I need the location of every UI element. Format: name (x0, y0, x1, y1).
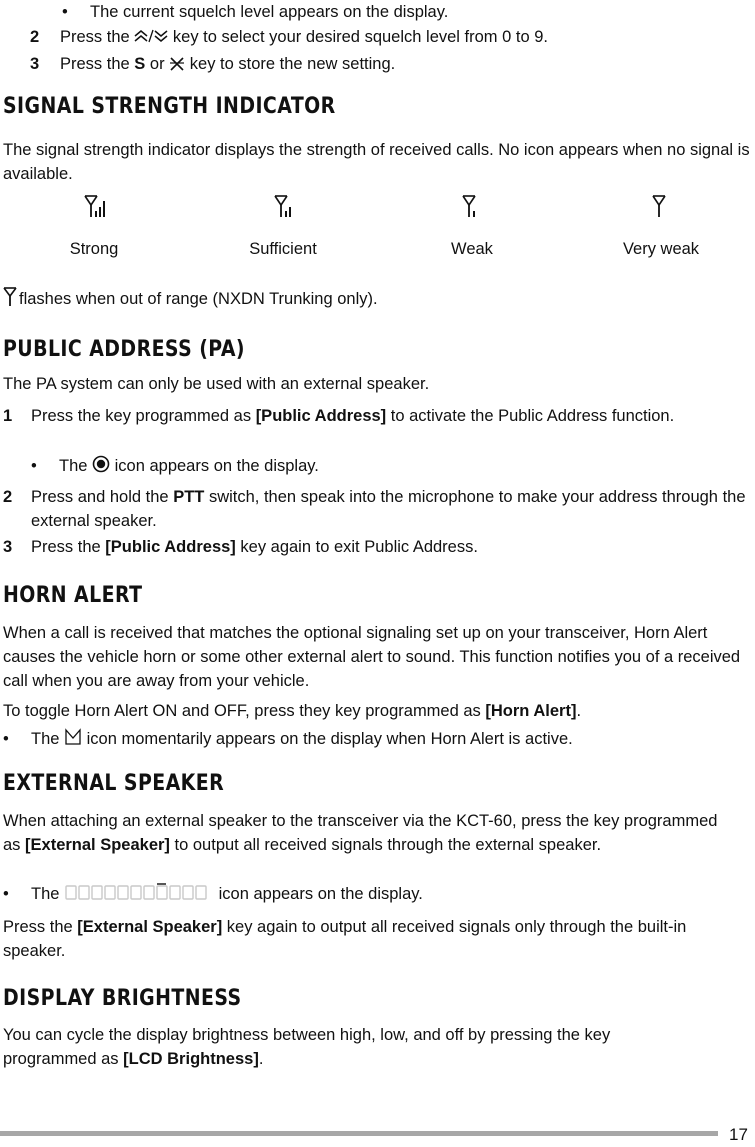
squelch-step-3 (60, 52, 395, 76)
bullet-text: icon appears on the display. (218, 885, 423, 903)
segment-display-icon (64, 883, 214, 901)
paragraph-text: Press the (3, 918, 73, 936)
page-number: 17 (729, 1125, 748, 1144)
pa-bullet (59, 454, 319, 478)
step-text: Press the (31, 538, 101, 556)
paragraph-text: to output all received signals through the external speaker. (174, 836, 602, 854)
squelch-key-icon (169, 55, 185, 71)
pa-step-2 (31, 485, 751, 533)
key-label: [External Speaker] (77, 918, 223, 936)
bullet-dot: • (3, 730, 9, 748)
paragraph-text: You can cycle the display brightness between high, low, and off by pressing the key programmed as (3, 1026, 611, 1068)
step-number: 2 (3, 488, 13, 506)
step-number: 2 (30, 28, 40, 46)
paragraph-text: When attaching an external speaker to the transceiver via the KCT-60, press the key programmed as (3, 812, 718, 854)
key-label: PTT (173, 488, 205, 506)
bullet-dot: • (31, 457, 37, 475)
step-text: Press the (60, 55, 130, 73)
horn-bullet (31, 727, 573, 751)
step-text: Press the (60, 28, 130, 46)
up-down-key-icon (134, 28, 168, 44)
paragraph-text: . (258, 1050, 264, 1068)
signal-label-very-weak: Very weak (622, 240, 700, 258)
signal-label-strong: Strong (69, 240, 119, 258)
signal-very-weak-icon (652, 195, 668, 219)
ext-again (3, 915, 723, 963)
bullet-text: The (31, 885, 60, 903)
step-text: switch, then speak into the microphone to make your address through the external speaker. (31, 488, 746, 530)
paragraph-text: . (576, 702, 582, 720)
key-label: [Public Address] (255, 407, 387, 425)
paragraph-text: key again to output all received signals only through the built-in speaker. (3, 918, 687, 960)
section-heading: HORN ALERT (3, 583, 143, 608)
bullet-text: The (59, 457, 88, 475)
bright-text (3, 1023, 703, 1071)
bullet-dot: • (62, 3, 68, 21)
horn-alert-icon (64, 728, 82, 746)
bullet-text: icon momentarily appears on the display when Horn Alert is active. (86, 730, 573, 748)
bullet-text: icon appears on the display. (114, 457, 319, 475)
step-text: key again to exit Public Address. (240, 538, 478, 556)
step-text: key to store the new setting. (189, 55, 396, 73)
key-label: [Horn Alert] (485, 702, 577, 720)
signal-intro: The signal strength indicator displays the strength of received calls. No icon appears when no signal is available. (3, 141, 750, 183)
section-heading: SIGNAL STRENGTH INDICATOR (3, 94, 336, 119)
squelch-bullet-text: The current squelch level appears on the display. (90, 3, 449, 21)
horn-toggle (3, 699, 581, 723)
step-text: Press the key programmed as (31, 407, 252, 425)
key-label: [Public Address] (105, 538, 236, 556)
s-key-label: S (134, 55, 146, 73)
signal-label-sufficient: Sufficient (249, 240, 317, 258)
note-text: flashes when out of range (NXDN Trunking only). (19, 290, 378, 308)
ext-intro (3, 809, 723, 857)
ext-bullet (31, 882, 423, 906)
key-label: [LCD Brightness] (123, 1050, 259, 1068)
horn-intro: When a call is received that matches the optional signaling set up on your transceiver, Horn Alert causes the vehicle horn or some other external alert to sound. This function notifies you of a received call when you are away from your vehicle. (3, 624, 741, 690)
footer-rule (0, 1131, 718, 1136)
section-heading: EXTERNAL SPEAKER (3, 771, 225, 796)
step-text: to activate the Public Address function. (390, 407, 675, 425)
pa-icon (92, 455, 110, 473)
section-heading: DISPLAY BRIGHTNESS (3, 986, 242, 1011)
step-text: Press and hold the (31, 488, 169, 506)
signal-note (3, 287, 378, 311)
signal-label-weak: Weak (451, 240, 493, 258)
pa-step-3 (31, 535, 478, 559)
step-text: key to select your desired squelch level from 0 to 9. (172, 28, 548, 46)
key-label: [External Speaker] (25, 836, 170, 854)
section-heading: PUBLIC ADDRESS (PA) (3, 337, 245, 362)
bullet-dot: • (3, 885, 9, 903)
bullet-text: The (31, 730, 60, 748)
step-number: 3 (30, 55, 40, 73)
signal-strong-icon (84, 195, 110, 219)
paragraph-text: To toggle Horn Alert ON and OFF, press they key programmed as (3, 702, 481, 720)
pa-step-1 (31, 404, 711, 428)
signal-weak-icon (462, 195, 482, 219)
squelch-step-2 (60, 25, 548, 49)
pa-intro: The PA system can only be used with an external speaker. (3, 375, 430, 393)
step-number: 3 (3, 538, 13, 556)
step-number: 1 (3, 407, 13, 425)
antenna-icon (3, 287, 19, 307)
step-text: or (149, 55, 165, 73)
signal-sufficient-icon (274, 195, 298, 219)
